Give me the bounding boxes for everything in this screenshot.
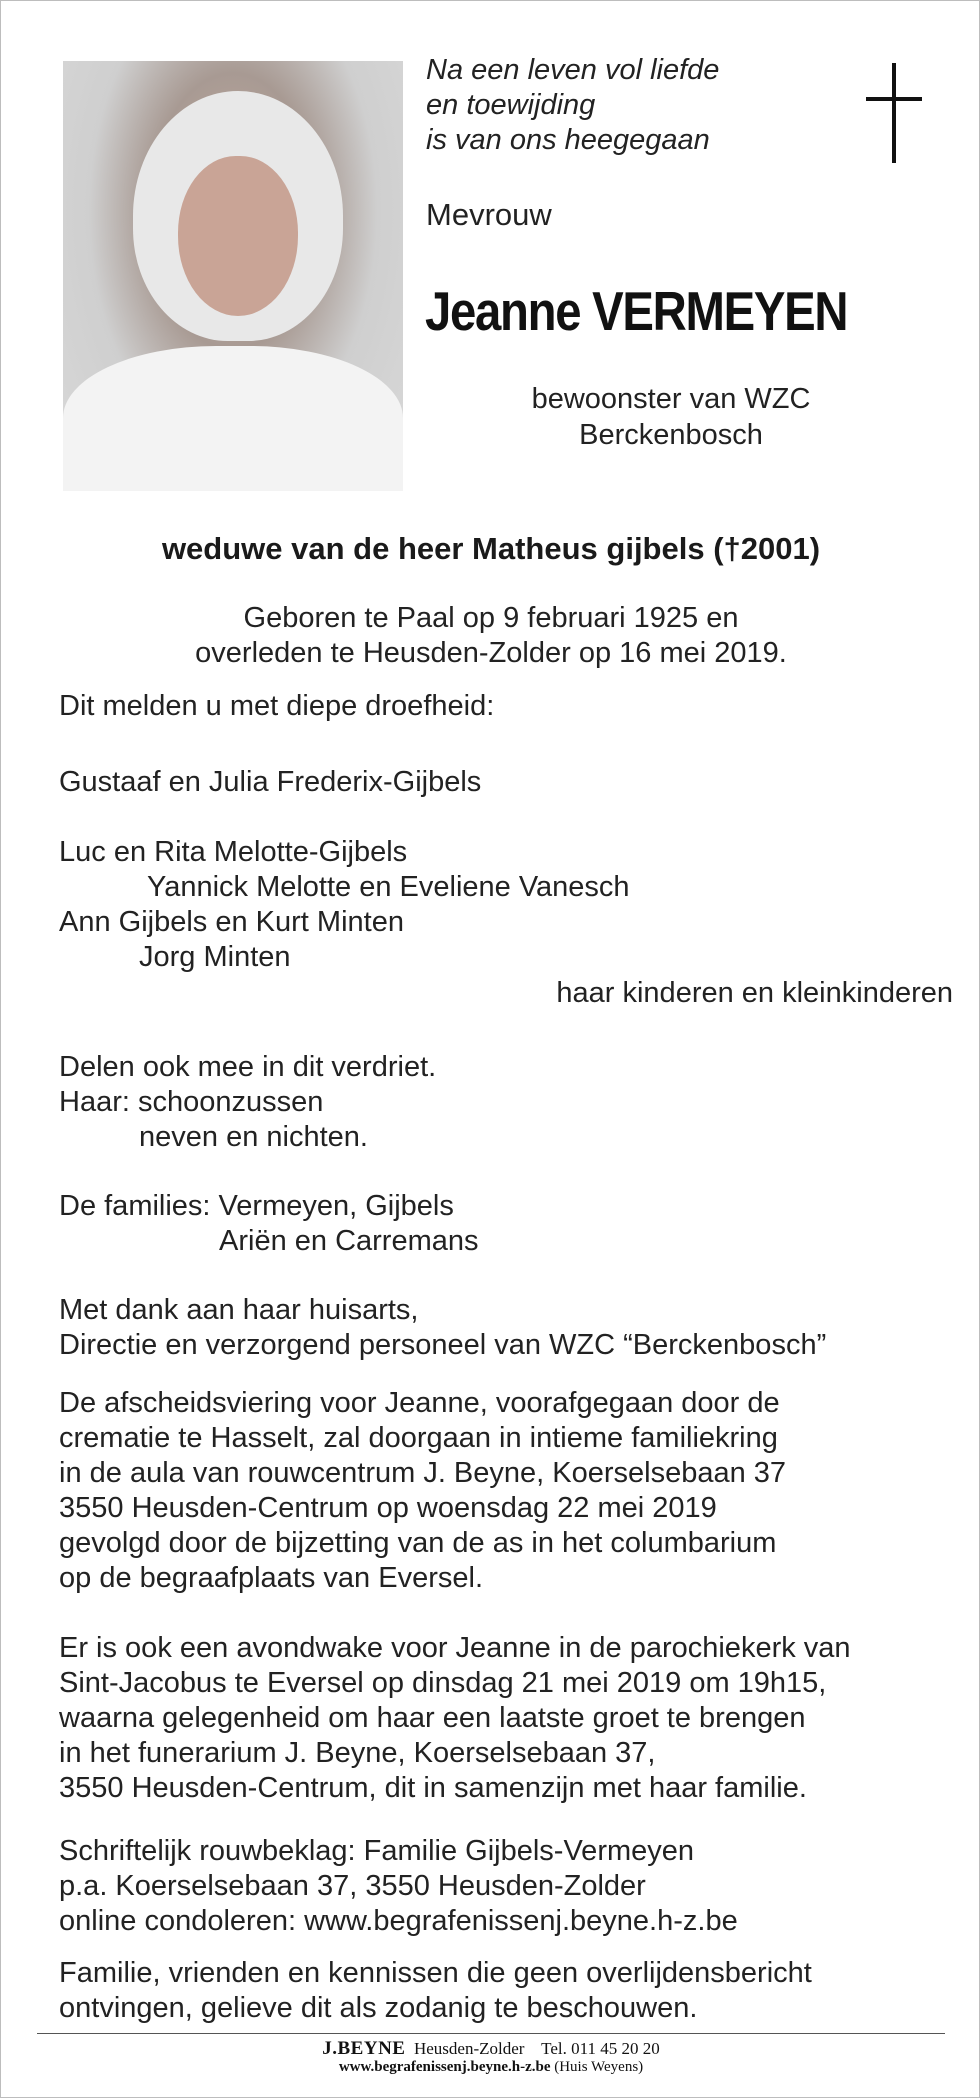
residence xyxy=(506,381,836,453)
wake-line: waarna gelegenheid om haar een laatste groet te brengen xyxy=(59,1702,806,1734)
condolence-line: p.a. Koerselsebaan 37, 3550 Heusden-Zolder xyxy=(59,1870,646,1902)
intro-line: en toewijding xyxy=(426,89,596,121)
birth-death-dates xyxy=(1,601,980,671)
ceremony-line: crematie te Hasselt, zal doorgaan in intieme familiekring xyxy=(59,1422,778,1454)
ceremony-line: 3550 Heusden-Centrum op woensdag 22 mei 2019 xyxy=(59,1492,717,1524)
footer-divider xyxy=(37,2033,945,2034)
cross-icon xyxy=(866,63,922,163)
salutation: Mevrouw xyxy=(426,197,552,232)
residence-line: Berckenbosch xyxy=(579,419,763,451)
family-line: Gustaaf en Julia Frederix-Gijbels xyxy=(59,766,482,798)
ceremony-line: gevolgd door de bijzetting van de as in het columbarium xyxy=(59,1527,777,1559)
intro-line: is van ons heegegaan xyxy=(426,124,710,156)
ceremony-line: De afscheidsviering voor Jeanne, voorafgegaan door de xyxy=(59,1387,780,1419)
share-line: neven en nichten. xyxy=(139,1121,368,1153)
closing-paragraph xyxy=(59,1956,812,2026)
closing-line: ontvingen, gelieve dit als zodanig te beschouwen. xyxy=(59,1992,698,2024)
family-relation: haar kinderen en kleinkinderen xyxy=(556,977,953,1009)
funeral-home-note: (Huis Weyens) xyxy=(554,2059,644,2075)
deceased-name: Jeanne VERMEYEN xyxy=(425,280,848,342)
ceremony-line: op de begraafplaats van Eversel. xyxy=(59,1562,483,1594)
portrait-shirt xyxy=(63,346,403,491)
share-line: Delen ook mee in dit verdriet. xyxy=(59,1051,437,1083)
ceremony-line: in de aula van rouwcentrum J. Beyne, Koerselsebaan 37 xyxy=(59,1457,787,1489)
wake-line: 3550 Heusden-Centrum, dit in samenzijn met haar familie. xyxy=(59,1772,807,1804)
funeral-home-url[interactable]: www.begrafenissenj.beyne.h-z.be xyxy=(338,2059,551,2075)
family-line: Luc en Rita Melotte-Gijbels xyxy=(59,836,408,868)
family-line: Ann Gijbels en Kurt Minten xyxy=(59,906,404,938)
funeral-home-city: Heusden-Zolder xyxy=(413,2039,525,2058)
ceremony-paragraph xyxy=(59,1386,786,1596)
condolence-paragraph xyxy=(59,1834,738,1939)
portrait-face xyxy=(178,156,298,316)
wake-line: Sint-Jacobus te Eversel op dinsdag 21 mei 2019 om 19h15, xyxy=(59,1667,827,1699)
thanks-line: Met dank aan haar huisarts, xyxy=(59,1294,419,1326)
intro-line: Na een leven vol liefde xyxy=(426,54,720,86)
footer-web xyxy=(1,2059,980,2076)
wake-paragraph xyxy=(59,1631,851,1806)
intro-verse xyxy=(426,53,806,158)
families-line: De families: Vermeyen, Gijbels xyxy=(59,1190,454,1222)
families-line: Ariën en Carremans xyxy=(219,1225,479,1257)
announce-line: Dit melden u met diepe droefheid: xyxy=(59,690,495,722)
funeral-home-phone: Tel. 011 45 20 20 xyxy=(541,2039,660,2058)
death-line: overleden te Heusden-Zolder op 16 mei 2019. xyxy=(195,637,787,669)
wake-line: Er is ook een avondwake voor Jeanne in de parochiekerk van xyxy=(59,1632,851,1664)
wake-line: in het funerarium J. Beyne, Koerselsebaan 37, xyxy=(59,1737,656,1769)
family-line: Jorg Minten xyxy=(139,941,291,973)
birth-line: Geboren te Paal op 9 februari 1925 en xyxy=(243,602,739,634)
portrait-photo xyxy=(63,61,403,491)
condolence-line: Schriftelijk rouwbeklag: Familie Gijbels-Vermeyen xyxy=(59,1835,695,1867)
footer-contact xyxy=(1,2038,980,2060)
condolence-link[interactable]: online condoleren: www.begrafenissenj.beyne.h-z.be xyxy=(59,1905,738,1937)
funeral-home-brand: J.BEYNE xyxy=(322,2038,406,2059)
residence-line: bewoonster van WZC xyxy=(531,383,811,415)
share-line: Haar: schoonzussen xyxy=(59,1086,324,1118)
family-line: Yannick Melotte en Eveliene Vanesch xyxy=(147,871,630,903)
closing-line: Familie, vrienden en kennissen die geen overlijdensbericht xyxy=(59,1957,812,1989)
widow-line: weduwe van de heer Matheus gijbels (†2001) xyxy=(161,531,821,566)
thanks-line: Directie en verzorgend personeel van WZC “Berckenbosch” xyxy=(59,1329,827,1361)
